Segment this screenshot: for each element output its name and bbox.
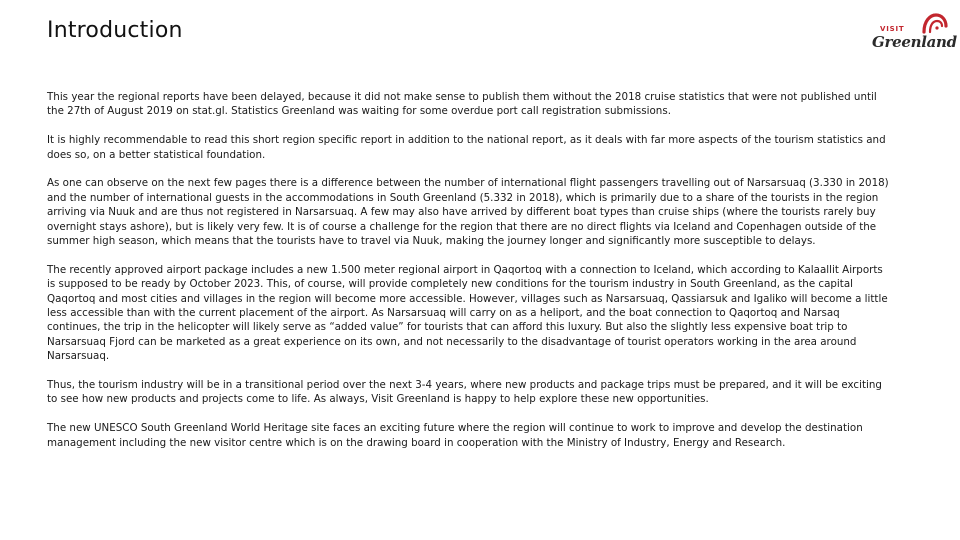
- greenland-mark-icon: [920, 12, 948, 34]
- paragraph: As one can observe on the next few pages there is a difference between the number of international flight passengers travelling out of Narsarsuaq (3.330 in 2018) and the number of international guests in the accommodations in South Greenland (5.332 in 2018), which is primarily due to a share of the tourists in the region arriving via Nuuk and are thus not registered in Narsarsuaq. A few may also have arrived by different boat types than cruise ships (where the tourists rarely buy overnight stays ashore), but is likely very few. It is of course a challenge for the region that there are no direct flights via Iceland and Copenhagen outside of the summer high season, which means that the tourists have to travel via Nuuk, making the journey longer and significantly more susceptible to delays.: [47, 177, 889, 248]
- paragraph: This year the regional reports have been delayed, because it did not make sense to publish them without the 2018 cruise statistics that were not published until the 27th of August 2019 on stat.gl. Statistics Greenland was waiting for some overdue port call registration submissions.: [47, 91, 877, 118]
- paragraph: The recently approved airport package includes a new 1.500 meter regional airport in Qaqortoq with a connection to Iceland, which according to Kalaallit Airports is supposed to be ready by October 2023. This, of course, will provide completely new conditions for the tourism industry in South Greenland, as the capital Qaqortoq and most cities and villages in the region will become more accessible. However, villages such as Narsarsuaq, Qassiarsuk and Igaliko will become a little less accessible than with the current placement of the airport. As Narsarsuaq will carry on as a heliport, and the boat connection to Qaqortoq and Narsaq continues, the trip in the helicopter will likely serve as “added value” for tourists that can afford this luxury. But also the slightly less expensive boat trip to Narsarsuaq Fjord can be marketed as a great experience on its own, and not necessarily to the disadvantage of tourist operators working in the area around Narsarsuaq.: [47, 263, 888, 363]
- paragraph: The new UNESCO South Greenland World Heritage site faces an exciting future where the region will continue to work to improve and develop the destination management including the new visitor centre which is on the drawing board in cooperation with the Ministry of Industry, Energy and Research.: [47, 422, 863, 449]
- paragraph: It is highly recommendable to read this short region specific report in addition to the national report, as it deals with far more aspects of the tourism statistics and does so, on a better statistical foundation.: [47, 134, 886, 161]
- logo-greenland-text: Greenland: [872, 33, 957, 51]
- logo-visit-text: VISIT: [880, 25, 905, 33]
- paragraph: Thus, the tourism industry will be in a transitional period over the next 3-4 years, where new products and package trips must be prepared, and it will be exciting to see how new products and projects come to life. As always, Visit Greenland is happy to help explore these new opportunities.: [47, 379, 882, 406]
- body-text: [47, 90, 889, 464]
- visit-greenland-logo: [868, 12, 957, 56]
- page-title: Introduction: [47, 18, 183, 43]
